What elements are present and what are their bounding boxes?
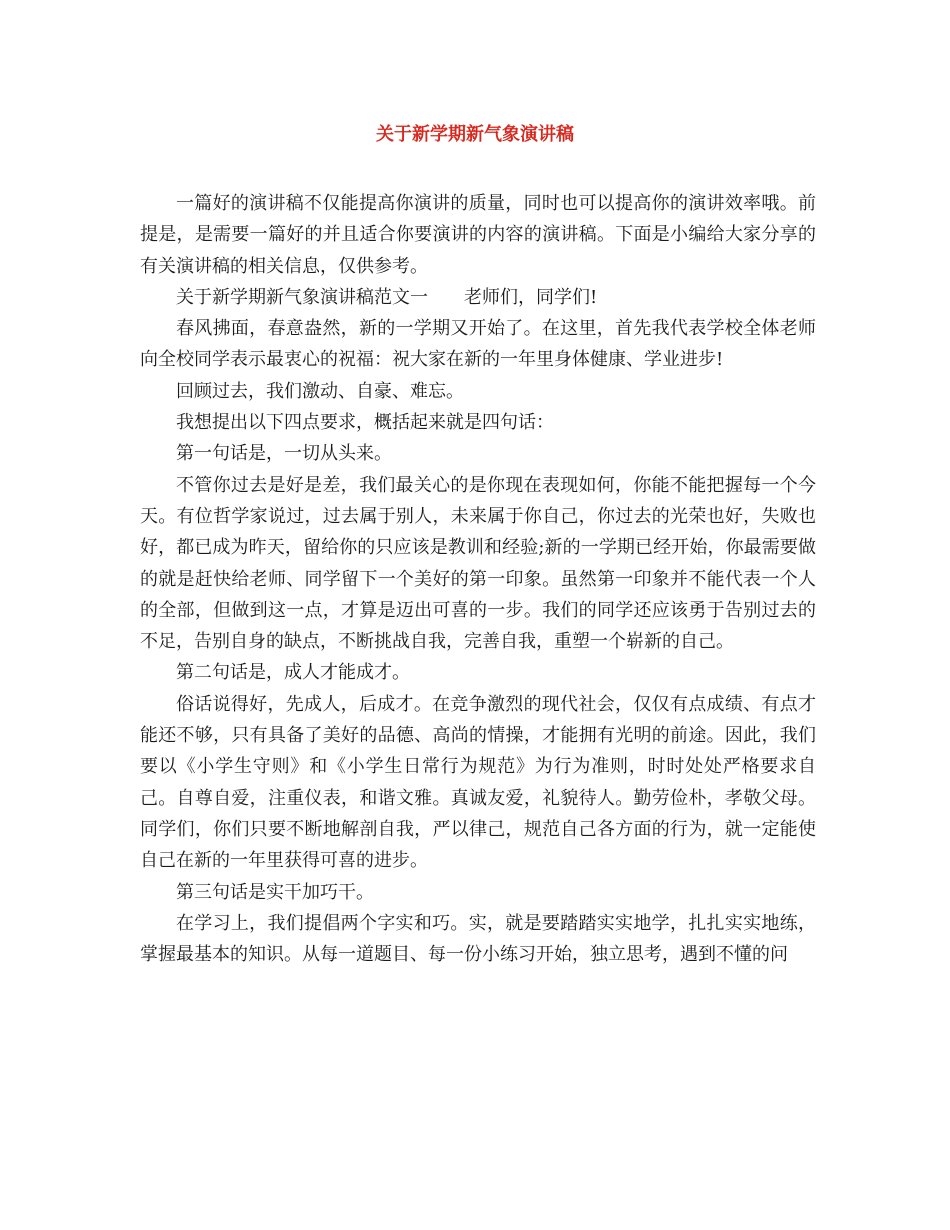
paragraph-point-one-heading: 第一句话是，一切从头来。 <box>176 443 392 465</box>
document-title: 关于新学期新气象演讲稿 <box>376 124 574 145</box>
paragraph-greeting: 关于新学期新气象演讲稿范文一 老师们，同学们! <box>176 286 598 308</box>
paragraph-point-two-heading: 第二句话是，成人才能成才。 <box>176 662 410 684</box>
paragraph-requirements: 我想提出以下四点要求，概括起来就是四句话： <box>176 412 554 434</box>
paragraph-point-three-body: 在学习上，我们提倡两个字实和巧。实，就是要踏踏实实地学，扎扎实实地练，掌握最基本的知识。从每一道题目、每一份小练习开始，独立思考，遇到不懂的问 <box>140 912 816 966</box>
document-body <box>140 188 816 970</box>
paragraph-point-one-body: 不管你过去是好是差，我们最关心的是你现在表现如何，你能不能把握每一个今天。有位哲学家说过，过去属于别人，未来属于你自己，你过去的光荣也好，失败也好，都已成为昨天，留给你的只应该是教训和经验;新的一学期已经开始，你最需要做的就是赶快给老师、同学留下一个美好的第一印象。虽然第一印象并不能代表一个人的全部，但做到这一点，才算是迈出可喜的一步。我们的同学还应该勇于告别过去的不足，告别自身的缺点，不断挑战自我，完善自我，重塑一个崭新的自己。 <box>140 474 816 653</box>
paragraph-point-three-heading: 第三句话是实干加巧干。 <box>176 881 374 903</box>
paragraph-review: 回顾过去，我们激动、自豪、难忘。 <box>176 380 464 402</box>
paragraph-opening: 春风拂面，春意盎然，新的一学期又开始了。在这里，首先我代表学校全体老师向全校同学表示最衷心的祝福：祝大家在新的一年里身体健康、学业进步! <box>140 318 816 371</box>
paragraph-point-two-body: 俗话说得好，先成人，后成才。在竞争激烈的现代社会，仅仅有点成绩、有点才能还不够，只有具备了美好的品德、高尚的情操，才能拥有光明的前途。因此，我们要以《小学生守则》和《小学生日常行为规范》为行为准则，时时处处严格要求自己。自尊自爱，注重仪表，和谐文雅。真诚友爱，礼貌待人。勤劳俭朴，孝敬父母。同学们，你们只要不断地解剖自我，严以律己，规范自己各方面的行为，就一定能使自己在新的一年里获得可喜的进步。 <box>140 693 816 872</box>
paragraph-intro: 一篇好的演讲稿不仅能提高你演讲的质量，同时也可以提高你的演讲效率哦。前提是，是需要一篇好的并且适合你要演讲的内容的演讲稿。下面是小编给大家分享的有关演讲稿的相关信息，仅供参考。 <box>140 193 816 277</box>
